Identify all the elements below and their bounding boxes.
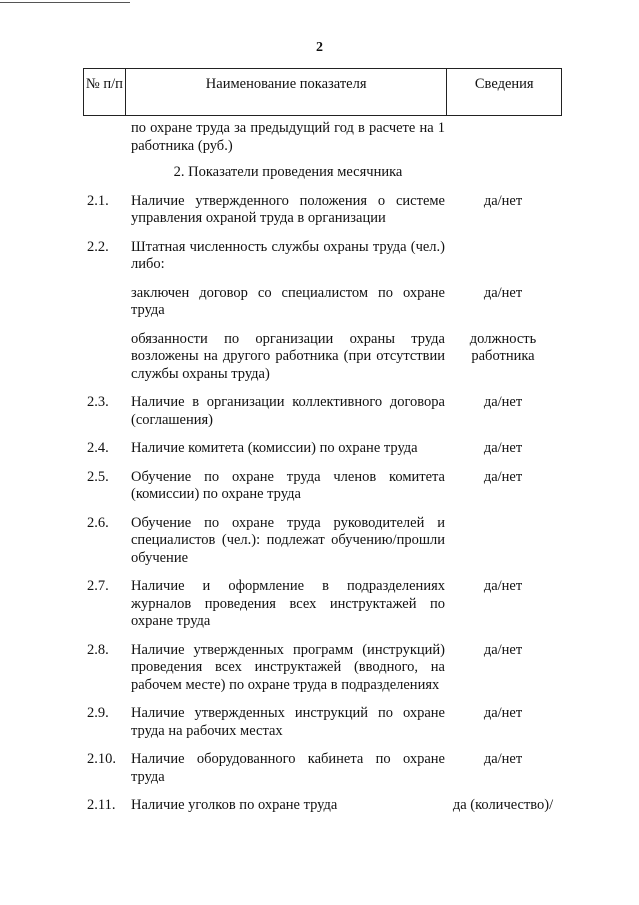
row-number: 2.6.	[87, 514, 109, 531]
row-text: Наличие утвержденных программ (инструкций) проведения всех инструктажей (вводного, на рабочем месте) по охране труда в подразделениях	[131, 641, 445, 693]
table-header	[83, 68, 562, 116]
row-value: должность работника	[469, 330, 537, 364]
table-row	[0, 239, 639, 274]
table-row	[0, 515, 639, 568]
row-text: Обучение по охране труда членов комитета (комиссии) по охране труда	[131, 468, 445, 502]
table-row	[0, 469, 639, 504]
row-text: Штатная численность службы охраны труда (чел.) либо:	[131, 238, 445, 272]
table-row	[0, 642, 639, 695]
row-value: да/нет	[483, 751, 523, 767]
table-body	[0, 120, 639, 826]
table-row	[0, 193, 639, 228]
row-text: Обучение по охране труда руководителей и специалистов (чел.): подлежат обучению/прошли обучение	[131, 514, 445, 566]
row-text: Наличие и оформление в подразделениях журналов проведения всех инструктажей по охране труда	[131, 578, 445, 629]
row-value: да/нет	[483, 578, 523, 594]
row-text: Наличие оборудованного кабинета по охране труда	[131, 751, 445, 785]
table-row	[0, 440, 639, 458]
row-text: Наличие утвержденных инструкций по охране труда на рабочих местах	[131, 705, 445, 739]
row-value: да/нет	[483, 394, 523, 410]
table-row	[0, 120, 639, 155]
section-title: 2. Показатели проведения месячника	[173, 164, 403, 180]
section-row	[0, 164, 639, 182]
header-col-value: Сведения	[474, 76, 534, 92]
row-text: обязанности по организации охраны труда возложены на другого работника (при отсутствии службы охраны труда)	[131, 330, 445, 382]
row-value: да/нет	[483, 440, 523, 456]
row-text: Наличие уголков по охране труда	[131, 797, 338, 813]
row-value: да/нет	[483, 284, 523, 301]
row-number: 2.11.	[87, 797, 116, 813]
table-row	[0, 394, 639, 429]
row-value: да/нет	[483, 468, 523, 485]
row-text: заключен договор со специалистом по охране труда	[131, 284, 445, 318]
row-number: 2.7.	[87, 578, 109, 594]
row-value: да/нет	[483, 641, 523, 658]
row-number: 2.1.	[87, 192, 109, 209]
table-row	[0, 705, 639, 740]
row-value: да/нет	[483, 192, 523, 209]
row-text: Наличие комитета (комиссии) по охране труда	[131, 440, 418, 456]
top-rule	[0, 2, 130, 3]
page-number: 2	[316, 40, 323, 55]
row-value: да/нет	[483, 705, 523, 721]
row-number: 2.4.	[87, 440, 109, 456]
table-row	[0, 578, 639, 631]
row-text: Наличие утвержденного положения о системе управления охраной труда в организации	[131, 192, 445, 226]
row-text: по охране труда за предыдущий год в расчете на 1 работника (руб.)	[131, 120, 445, 154]
header-col-num: № п/п	[84, 69, 126, 115]
header-col-name: Наименование показателя	[126, 69, 448, 115]
table-row	[0, 285, 639, 320]
table-row	[0, 797, 639, 815]
row-number: 2.8.	[87, 641, 109, 658]
row-number: 2.5.	[87, 468, 109, 485]
row-number: 2.3.	[87, 394, 109, 410]
row-number: 2.10.	[87, 751, 116, 767]
table-row	[0, 751, 639, 786]
table-row	[0, 331, 639, 384]
row-number: 2.2.	[87, 238, 109, 255]
row-text: Наличие в организации коллективного договора (соглашения)	[131, 394, 445, 428]
row-value: да (количество)/	[452, 797, 554, 813]
row-number: 2.9.	[87, 705, 109, 721]
